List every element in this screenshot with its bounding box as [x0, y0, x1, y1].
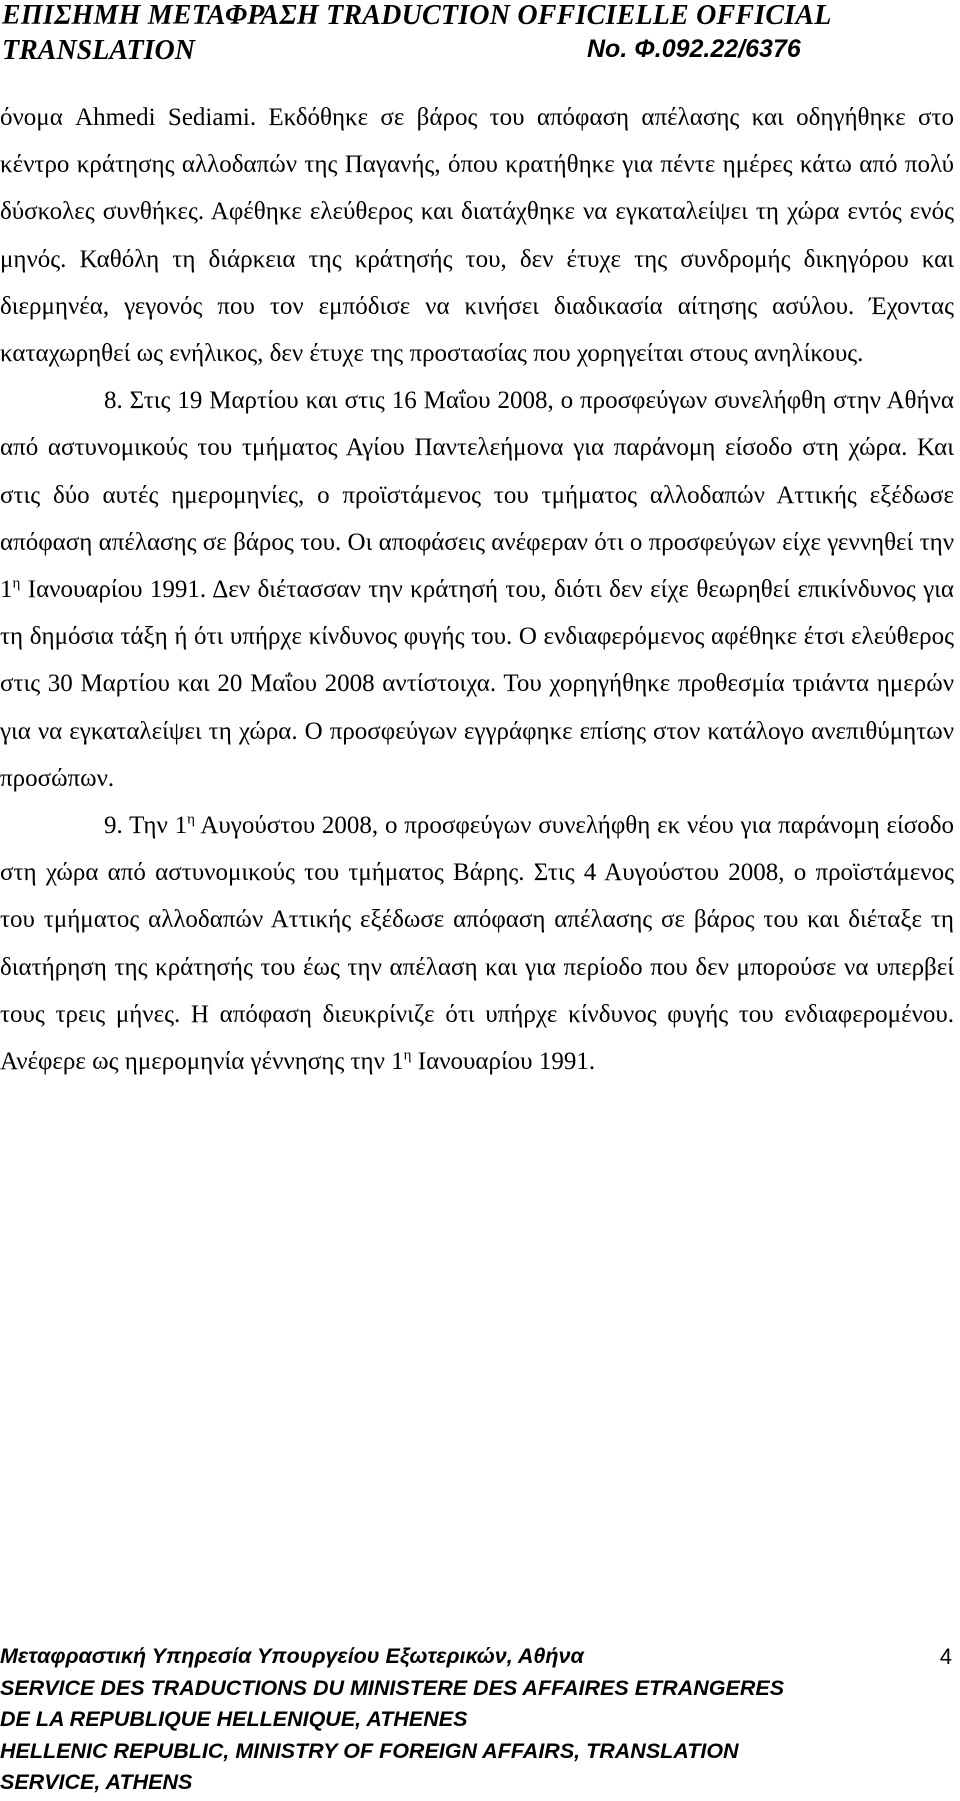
document-reference-number: No. Φ.092.22/6376 — [587, 35, 801, 63]
paragraph-8-text-a: 8. Στις 19 Μαρτίου και στις 16 Μαΐου 2008, ο προσφεύγων συνελήφθη στην Αθήνα από αστυνομικούς του τμήματος Αγίου Παντελεήμονα για παράνομη είσοδο στη χώρα. Και στις δύο αυτές ημερομηνίες, ο προϊστάμενος του τμήματος αλλοδαπών Αττικής εξέδωσε απόφαση απέλασης σε βάρος του. Οι αποφάσεις ανέφεραν ότι ο προσφεύγων είχε γεννηθεί την 1 — [0, 387, 954, 604]
ordinal-superscript: η — [12, 575, 21, 592]
paragraph-9 — [0, 802, 954, 1085]
paragraph-8-text-b: Ιανουαρίου 1991. Δεν διέτασσαν την κράτησή του, διότι δεν είχε θεωρηθεί επικίνδυνος για τη δημόσια τάξη ή ότι υπήρχε κίνδυνος φυγής του. Ο ενδιαφερόμενος αφέθηκε έτσι ελεύθερος στις 30 Μαρτίου και 20 Μαΐου 2008 αντίστοιχα. Του χορηγήθηκε προθεσμία τριάντα ημερών για να εγκαταλείψει τη χώρα. Ο προσφεύγων εγγράφηκε επίσης στον κατάλογο ανεπιθύμητων προσώπων. — [0, 576, 954, 792]
paragraph-continuation — [0, 94, 954, 377]
ordinal-superscript: η — [187, 811, 195, 828]
translation-service-footer — [0, 1641, 954, 1799]
header-title-line-2: TRANSLATION — [2, 35, 195, 66]
ordinal-superscript: η — [403, 1047, 412, 1064]
footer-line-1: Μεταφραστική Υπηρεσία Υπουργείου Εξωτερικών, Αθήνα — [0, 1644, 584, 1668]
header-title-line-1: ΕΠΙΣΗΜΗ ΜΕΤΑΦΡΑΣΗ TRADUCTION OFFICIELLE OFFICIAL — [2, 0, 832, 31]
footer-line-3: DE LA REPUBLIQUE HELLENIQUE, ATHENES — [0, 1707, 468, 1731]
document-body — [0, 94, 954, 1085]
paragraph-9-text-c: Ιανουαρίου 1991. — [411, 1048, 596, 1076]
paragraph-continuation-text: όνομα Ahmedi Sediami. Εκδόθηκε σε βάρος του απόφαση απέλασης και οδηγήθηκε στο κέντρο κράτησης αλλοδαπών της Παγανής, όπου κρατήθηκε για πέντε ημέρες κάτω από πολύ δύσκολες συνθήκες. Αφέθηκε ελεύθερος και διατάχθηκε να εγκαταλείψει τη χώρα εντός ενός μηνός. Καθόλη τη διάρκεια της κράτησής του, δεν έτυχε της συνδρομής δικηγόρου και διερμηνέα, γεγονός που τον εμπόδισε να κινήσει διαδικασία αίτησης ασύλου. Έχοντας καταχωρηθεί ως ενήλικος, δεν έτυχε της προστασίας που χορηγείται στους ανηλίκους. — [0, 104, 954, 368]
footer-line-5: SERVICE, ATHENS — [0, 1770, 193, 1794]
paragraph-8 — [0, 377, 954, 802]
paragraph-9-text-b: Αυγούστου 2008, ο προσφεύγων συνελήφθη εκ νέου για παράνομη είσοδο στη χώρα από αστυνομικούς του τμήματος Βάρης. Στις 4 Αυγούστου 2008, ο προϊστάμενος του τμήματος αλλοδαπών Αττικής εξέδωσε απόφαση απέλασης σε βάρος του και διέταξε τη διατήρηση της κράτησής του έως την απέλαση και για περίοδο που δεν μπορούσε να υπερβεί τους τρεις μήνες. Η απόφαση διευκρίνιζε ότι υπήρχε κίνδυνος φυγής του ενδιαφερομένου. Ανέφερε ως ημερομηνία γέννησης την 1 — [0, 812, 954, 1076]
paragraph-9-text-a: 9. Την 1 — [104, 812, 188, 840]
footer-line-4: HELLENIC REPUBLIC, MINISTRY OF FOREIGN AFFAIRS, TRANSLATION — [0, 1738, 739, 1763]
footer-line-2: SERVICE DES TRADUCTIONS DU MINISTERE DES AFFAIRES ETRANGERES — [0, 1675, 785, 1700]
page-number: 4 — [939, 1644, 952, 1669]
